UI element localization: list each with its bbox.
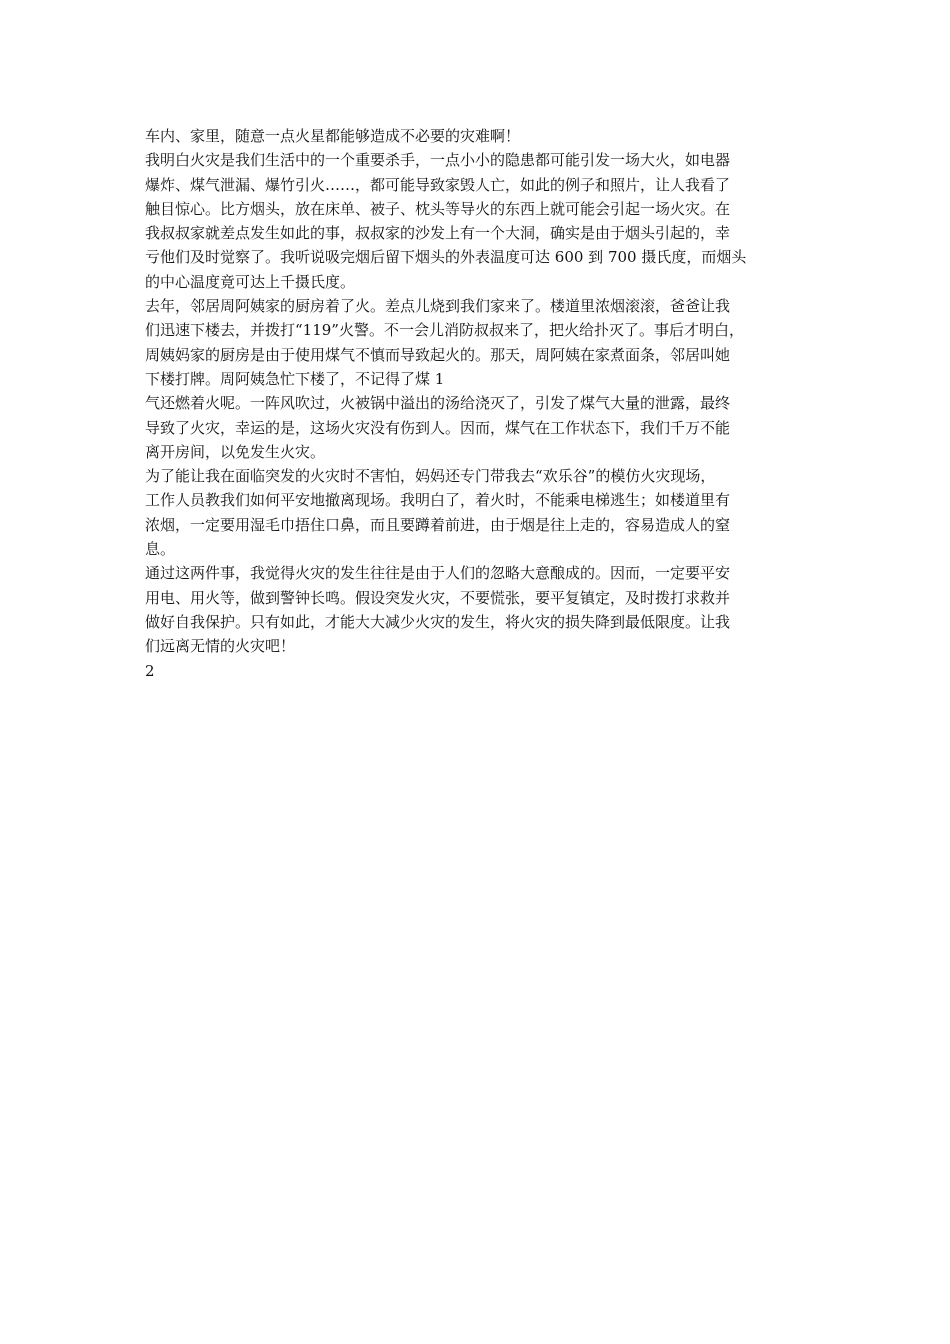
text-line: 下楼打牌。周阿姨急忙下楼了，不记得了煤 1 [145, 369, 445, 388]
text-line: 们远离无情的火灾吧！ [145, 637, 296, 656]
text-line: 浓烟，一定要用湿毛巾捂住口鼻，而且要蹲着前进，由于烟是往上走的，容易造成人的窒 [145, 515, 731, 534]
text-line: 我明白火灾是我们生活中的一个重要杀手，一点小小的隐患都可能引发一场大火，如电器 [145, 151, 731, 170]
document-body [145, 124, 825, 683]
text-line: 息。 [145, 540, 176, 559]
page-number: 2 [145, 661, 155, 680]
text-line: 的中心温度竟可达上千摄氏度。 [145, 272, 356, 291]
text-line: 触目惊心。比方烟头，放在床单、被子、枕头等导火的东西上就可能会引起一场火灾。在 [145, 199, 731, 218]
text-line: 去年，邻居周阿姨家的厨房着了火。差点儿烧到我们家来了。楼道里浓烟滚滚，爸爸让我 [145, 297, 731, 316]
text-line: 爆炸、煤气泄漏、爆竹引火……，都可能导致家毁人亡，如此的例子和照片，让人我看了 [145, 175, 731, 194]
text-line: 亏他们及时觉察了。我听说吸完烟后留下烟头的外表温度可达 600 到 700 摄氏度，而烟头 [145, 248, 747, 267]
text-line: 通过这两件事，我觉得火灾的发生往往是由于人们的忽略大意酿成的。因而，一定要平安 [145, 564, 731, 583]
text-line: 车内、家里，随意一点火星都能够造成不必要的灾难啊！ [145, 127, 521, 145]
text-line: 们迅速下楼去，并拨打“119”火警。不一会儿消防叔叔来了，把火给扑灭了。事后才明白， [145, 321, 744, 340]
text-line: 用电、用火等，做到警钟长鸣。假设突发火灾，不要慌张，要平复镇定，及时拨打求救并 [145, 588, 731, 607]
text-line: 为了能让我在面临突发的火灾时不害怕，妈妈还专门带我去“欢乐谷”的模仿火灾现场， [145, 467, 716, 486]
text-line: 导致了火灾，幸运的是，这场火灾没有伤到人。因而，煤气在工作状态下，我们千万不能 [145, 418, 731, 437]
text-line: 工作人员教我们如何平安地撤离现场。我明白了，着火时，不能乘电梯逃生；如楼道里有 [145, 491, 731, 510]
text-line: 离开房间，以免发生火灾。 [145, 442, 326, 461]
text-line: 气还燃着火呢。一阵风吹过，火被锅中溢出的汤给浇灭了，引发了煤气大量的泄露，最终 [145, 394, 731, 413]
text-line: 周姨妈家的厨房是由于使用煤气不慎而导致起火的。那天，周阿姨在家煮面条，邻居叫她 [145, 345, 731, 364]
text-line: 我叔叔家就差点发生如此的事，叔叔家的沙发上有一个大洞，确实是由于烟头引起的，幸 [145, 224, 731, 243]
text-line: 做好自我保护。只有如此，才能大大减少火灾的发生，将火灾的损失降到最低限度。让我 [145, 612, 731, 631]
